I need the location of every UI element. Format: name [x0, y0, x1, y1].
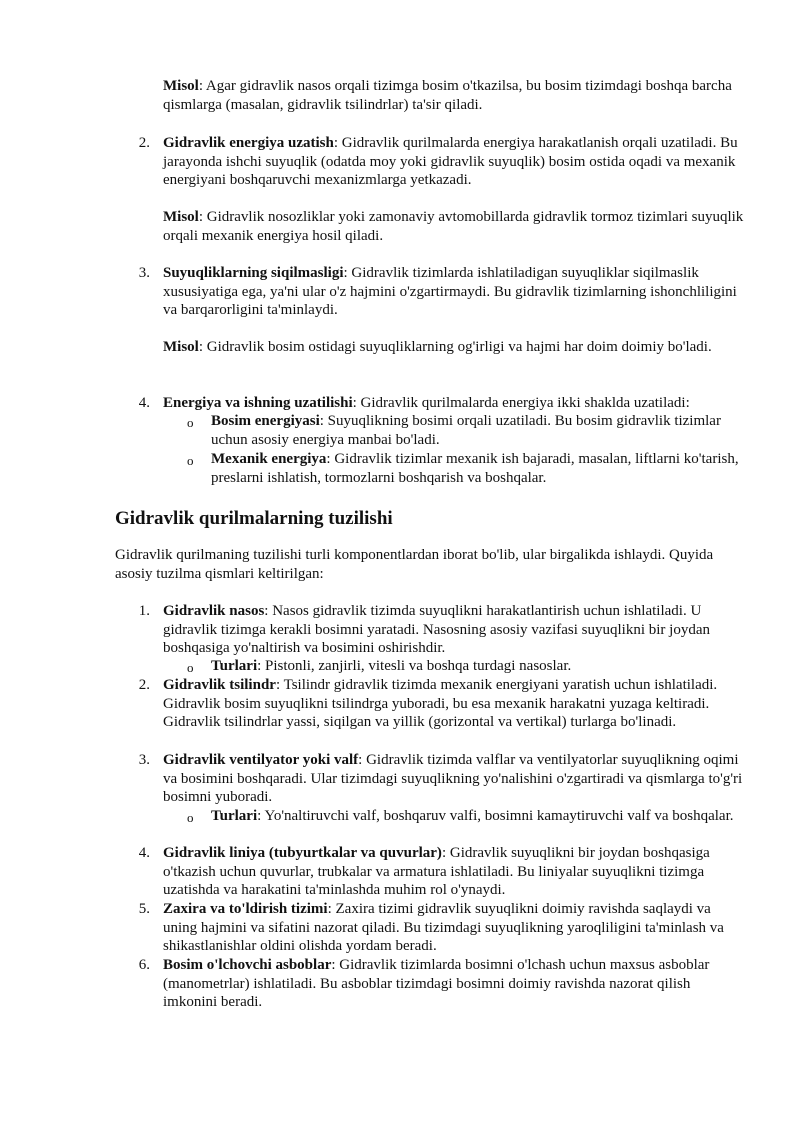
list-item-title: Gidravlik tsilindr — [163, 677, 276, 693]
list-item-title: Suyuqliklarning siqilmasligi — [163, 265, 344, 281]
sub-item-text: : Yo'naltiruvchi valf, boshqaruv valfi, bosimni kamaytiruvchi valf va boshqalar. — [257, 808, 734, 824]
list-number: 3. — [138, 752, 150, 768]
list-item-title: Zaxira va to'ldirish tizimi — [163, 901, 328, 917]
list-number: 2. — [138, 135, 150, 151]
list-item — [163, 394, 753, 413]
example-text: : Gidravlik nosozliklar yoki zamonaviy avtomobillarda gidravlik tormoz tizimlari suyuqlik orqali mexanik energiya hosil qiladi. — [163, 209, 744, 244]
sub-item-title: Turlari — [211, 808, 258, 824]
example-label: Misol — [163, 209, 199, 225]
list-item — [163, 264, 753, 320]
sub-bullet: o — [187, 810, 194, 825]
sub-bullet: o — [187, 453, 194, 468]
list-number: 4. — [138, 395, 150, 411]
example-text: : Gidravlik bosim ostidagi suyuqliklarning og'irligi va hajmi har doim doimiy bo'ladi. — [198, 339, 712, 355]
list-item — [163, 956, 733, 1012]
section-heading: Gidravlik qurilmalarning tuzilishi — [115, 508, 393, 529]
list-number: 2. — [138, 677, 150, 693]
list-item-text: : Gidravlik tizimlarda ishlatiladigan suyuqliklar siqilmaslik xususiyatiga ega, ya'ni ular o'z hajmini o'zgartirmaydi. Bu gidravlik tizimlarning ishonchliligini va barqarorligini ta'minlaydi. — [163, 265, 737, 319]
list-item — [163, 900, 748, 956]
example-paragraph — [163, 208, 748, 245]
list-item-title: Gidravlik liniya (tubyurtkalar va quvurlar) — [163, 845, 442, 861]
list-item-title: Bosim o'lchovchi asboblar — [163, 957, 332, 973]
list-item-title: Gidravlik ventilyator yoki valf — [163, 752, 359, 768]
sub-bullet: o — [187, 415, 194, 430]
sub-item-text: : Pistonli, zanjirli, vitesli va boshqa turdagi nasoslar. — [257, 658, 572, 674]
list-item-text: : Gidravlik qurilmalarda energiya harakatlanish orqali uzatiladi. Bu jarayonda ishchi suyuqlik (odatda moy yoki gidravlik suyuqlik) bosim ostida oqadi va mexanik energiyani boshqaruvchi mexanizmlarga yetkazadi. — [163, 135, 738, 189]
list-item-text: : Tsilindr gidravlik tizimda mexanik energiyani yaratish uchun ishlatiladi. Gidravlik bosim suyuqlikni tsilindrga yuboradi, bu esa mexanik harakatni yuzaga keltiradi. Gidravlik tsilindrlar yassi, siqilgan va yillik (gorizontal va vertikal) turlarga bo'linadi. — [163, 677, 718, 731]
list-item — [163, 602, 753, 658]
example-paragraph — [163, 77, 748, 114]
example-paragraph — [163, 338, 743, 357]
sub-item-title: Turlari — [211, 658, 258, 674]
list-number: 5. — [138, 901, 150, 917]
list-item-title: Gidravlik energiya uzatish — [163, 135, 334, 151]
section-intro: Gidravlik qurilmaning tuzilishi turli komponentlardan iborat bo'lib, ular birgalikda ishlaydi. Quyida asosiy tuzilma qismlari keltirilgan: — [115, 547, 714, 582]
sub-list-item — [211, 450, 741, 487]
sub-item-title: Bosim energiyasi — [211, 413, 320, 429]
sub-item-title: Mexanik energiya — [211, 451, 327, 467]
sub-list-item — [211, 412, 746, 449]
sub-bullet: o — [187, 660, 194, 675]
list-item-title: Energiya va ishning uzatilishi — [163, 395, 353, 411]
list-item — [163, 751, 753, 807]
list-item-title: Gidravlik nasos — [163, 603, 265, 619]
list-item-text: : Zaxira tizimi gidravlik suyuqlikni doimiy ravishda saqlaydi va uning hajmini va sifatini nazorat qiladi. Bu tizimdagi suyuqlikning yaroqliligini ta'minlash va shikastlanishlar oldini olishda yordam beradi. — [163, 901, 724, 955]
list-item-text: : Nasos gidravlik tizimda suyuqlikni harakatlantirish uchun ishlatiladi. U gidravlik tizimga kerakli bosimni yaratadi. Nasosning asosiy vazifasi suyuqlikni bir joydan boshqasiga yo'naltirish va bosimini oshirishdir. — [163, 603, 710, 657]
list-item — [163, 134, 748, 190]
sub-list-item — [211, 807, 741, 826]
list-number: 1. — [138, 603, 150, 619]
sub-item-text: : Suyuqlikning bosimi orqali uzatiladi. Bu bosim gidravlik tizimlar uchun asosiy energiya manbai bo'ladi. — [211, 413, 721, 448]
example-label: Misol — [163, 339, 199, 355]
sub-item-text: : Gidravlik tizimlar mexanik ish bajaradi, masalan, liftlarni ko'tarish, preslarni ishlatish, tormozlarni boshqarish va boshqalar. — [211, 451, 739, 486]
example-text: : Agar gidravlik nasos orqali tizimga bosim o'tkazilsa, bu bosim tizimdagi boshqa barcha qismlarga (masalan, gidravlik tsilindrlar) ta'sir qiladi. — [163, 78, 732, 113]
list-item-text: : Gidravlik tizimlarda bosimni o'lchash uchun maxsus asboblar (manometrlar) ishlatiladi. Bu asboblar tizimdagi bosimni doimiy ravishda nazorat qilish imkonini beradi. — [163, 957, 710, 1011]
list-item-text: : Gidravlik qurilmalarda energiya ikki shaklda uzatiladi: — [352, 395, 690, 411]
sub-list-item — [211, 657, 751, 676]
list-item-text: : Gidravlik suyuqlikni bir joydan boshqasiga o'tkazish uchun quvurlar, trubkalar va armatura ishlatiladi. Bu liniyalar suyuqlikni tizimga uzatishda va harakatini ta'minlashda muhim rol o'ynaydi. — [163, 845, 710, 899]
example-label: Misol — [163, 78, 199, 94]
list-item — [163, 844, 748, 900]
list-number: 4. — [138, 845, 150, 861]
list-number: 6. — [138, 957, 150, 973]
list-item-text: : Gidravlik tizimda valflar va ventilyatorlar suyuqlikning oqimi va bosimini boshqaradi. Ular tizimdagi suyuqlikning yo'nalishini o'zgartiradi va qismlarga to'g'ri bosimni yuboradi. — [163, 752, 743, 806]
list-item — [163, 676, 748, 732]
list-number: 3. — [138, 265, 150, 281]
